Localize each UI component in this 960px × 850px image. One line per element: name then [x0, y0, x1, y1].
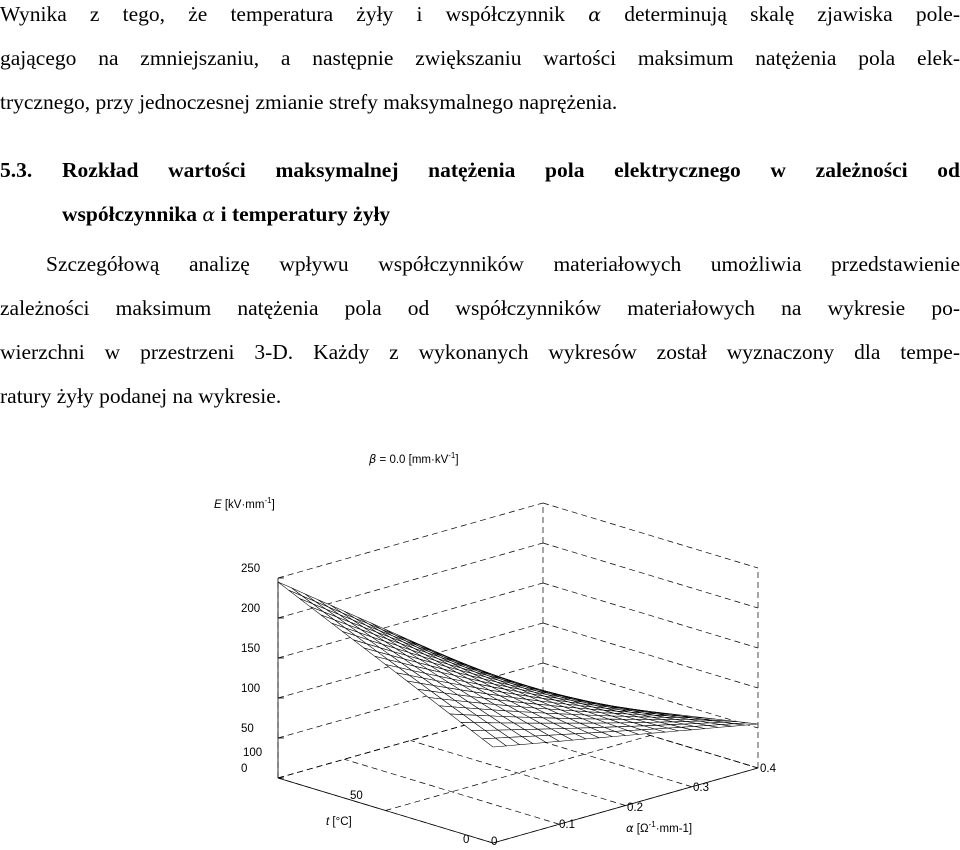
floor-gridline-alpha — [344, 759, 559, 824]
labels-layer — [214, 451, 777, 848]
intro-line-1a: Wynika z tego, że temperatura żyły i współczynnik — [0, 2, 566, 26]
alpha-symbol: α — [202, 204, 216, 226]
z-tick-label: 150 — [241, 643, 261, 655]
section-title-line-2 — [62, 192, 960, 236]
intro-line-2: gającego na zmniejszaniu, a następnie zwiększaniu wartości maksimum natężenia pola elek- — [0, 46, 960, 70]
body-line-3: wierzchni w przestrzeni 3-D. Każdy z wykonanych wykresów został wyznaczony dla tempe- — [0, 340, 960, 364]
z-axis-label: E $[kV\cdot mm^{-1}]$ — [214, 496, 275, 511]
right-wall-gridline — [543, 583, 758, 648]
intro-line-3: trycznego, przy jednoczesnej zmianie strefy maksymalnego naprężenia. — [0, 90, 618, 114]
right-wall-gridline — [543, 503, 758, 568]
section-title-line-1: Rozkład wartości maksymalnej natężenia pola elektrycznego w zależności od — [62, 158, 960, 182]
floor-gridline-alpha — [411, 741, 626, 806]
alpha-tick-label: 0.2 — [627, 802, 643, 814]
z-tick-label: 0 — [241, 763, 248, 775]
t-tick-label: 50 — [350, 790, 363, 802]
alpha-tick-label: 0.3 — [693, 782, 709, 794]
t-axis-line — [278, 778, 493, 843]
body-paragraph — [0, 242, 960, 418]
section-title-line-2b: i temperatury żyły — [220, 202, 391, 226]
body-line-2: zależności maksimum natężenia pola od współczynników materiałowych na wykresie po- — [0, 296, 960, 320]
t-tick-label: 0 — [463, 834, 470, 846]
chart-title: β = 0.0 $[mm\cdot kV^{-1}]$ — [369, 451, 459, 466]
intro-paragraph — [0, 0, 960, 124]
back-wall-gridline — [278, 503, 543, 578]
surface-cell — [278, 582, 302, 596]
z-tick-label: 50 — [241, 723, 254, 735]
section-number: 5.3. — [0, 158, 33, 182]
alpha-tick-label: 0.1 — [559, 819, 575, 831]
surface-plot — [0, 440, 960, 850]
y-axis-label: α $[\Omega^{-1}\cdot mm-1]$ — [626, 820, 693, 835]
right-wall-gridline — [543, 543, 758, 608]
body-line-4: ratury żyły podanej na wykresie. — [0, 384, 282, 408]
z-tick-label: 200 — [241, 603, 261, 615]
t-tick-label: 100 — [243, 747, 263, 759]
alpha-symbol: α — [588, 4, 602, 26]
section-title — [62, 148, 960, 236]
alpha-tick-label: 0 — [491, 836, 498, 848]
surface-layer — [278, 582, 758, 747]
z-tick-label: 100 — [241, 683, 261, 695]
x-axis-label: t [°C] — [326, 816, 352, 828]
alpha-tick-label: 0.4 — [760, 763, 776, 775]
intro-line-1 — [0, 0, 960, 36]
right-wall-gridline — [543, 623, 758, 688]
intro-line-1b: determinują skalę zjawiska pole- — [624, 2, 960, 26]
z-tick-label: 250 — [241, 563, 261, 575]
section-title-line-2a: współczynnika — [62, 202, 198, 226]
body-line-1: Szczegółową analizę wpływu współczynników materiałowych umożliwia przedstawienie — [46, 252, 960, 276]
